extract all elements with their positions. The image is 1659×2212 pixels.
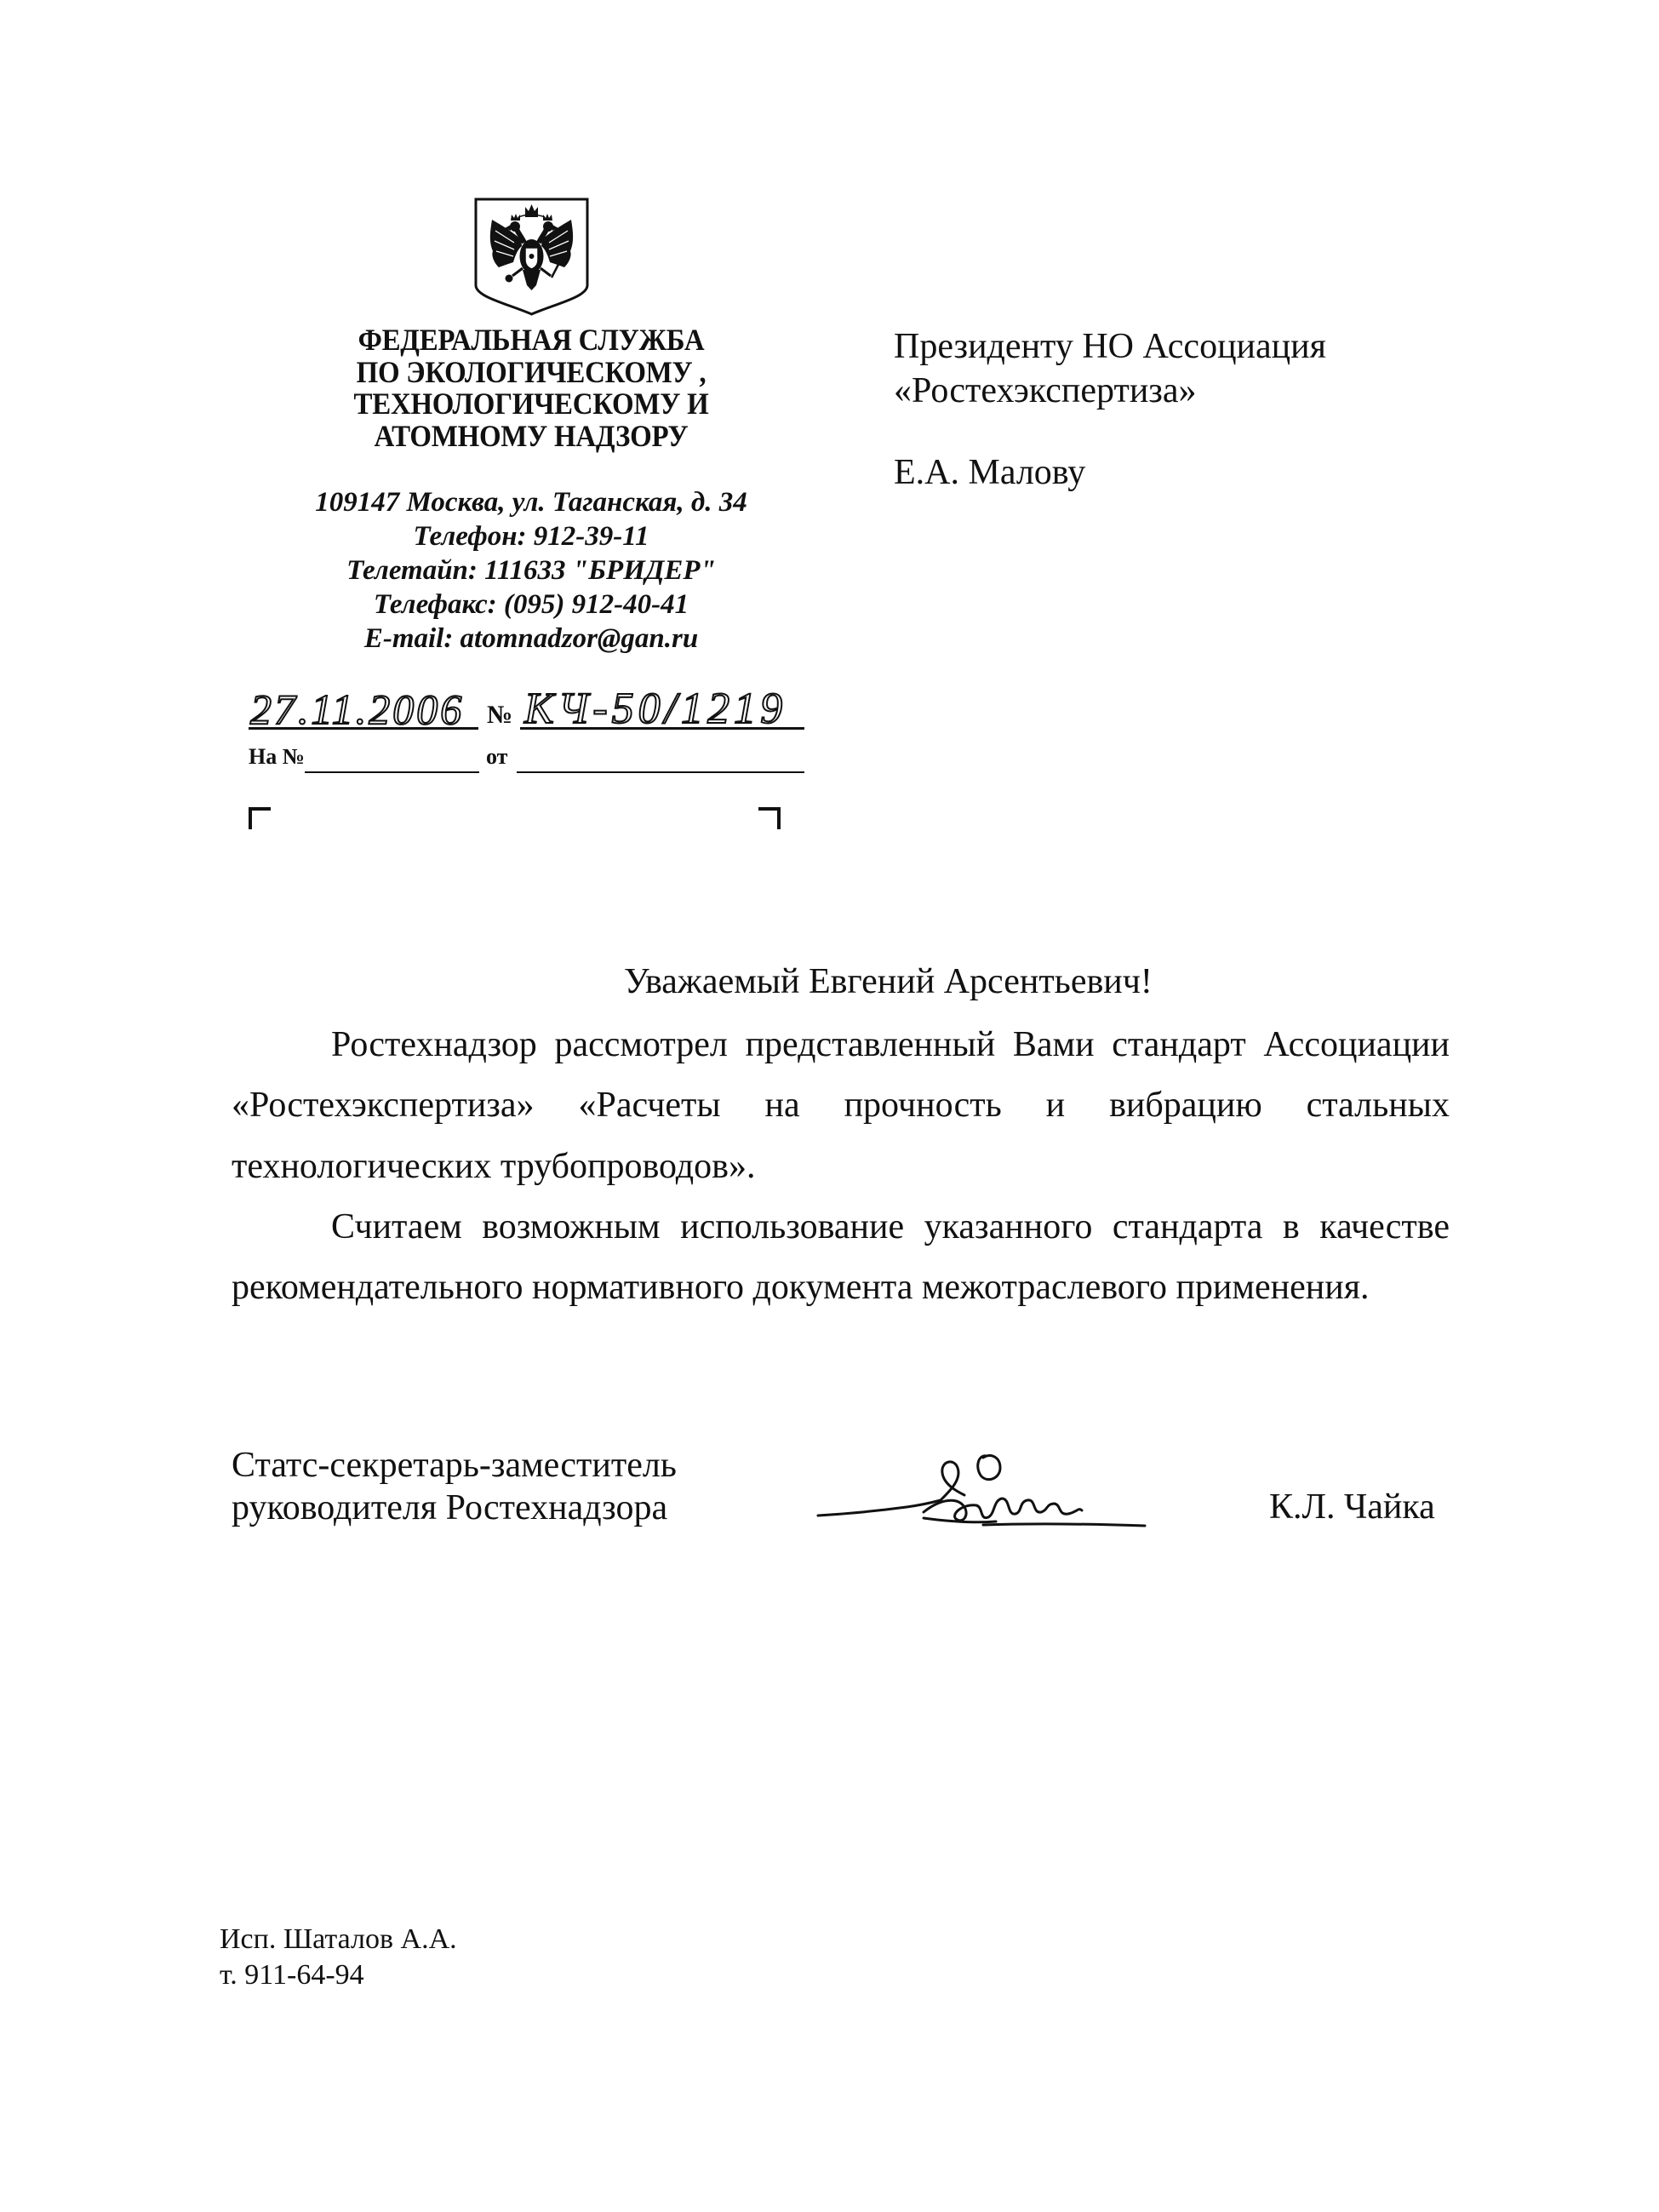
body-line: Ростехнадзор рассмотрел представленный Вами стандарт Ассоциации: [331, 1025, 1450, 1064]
body-line: технологических трубопроводов».: [232, 1146, 756, 1186]
agency-contacts: [276, 485, 787, 656]
reply-to-label: На №: [249, 744, 305, 769]
coat-of-arms-icon: [473, 197, 590, 317]
teletype: Телетайп: 111633 "БРИДЕР": [346, 555, 716, 586]
outgoing-number: КЧ-50/1219: [524, 685, 787, 733]
address-window-corner-left: [249, 807, 271, 829]
salutation: Уважаемый Евгений Арсентьевич!: [624, 962, 1153, 1001]
addressee-line: Президенту НО Ассоциация: [894, 327, 1326, 366]
signer-position-line: Статс-секретарь-заместитель: [232, 1446, 677, 1485]
handwritten-signature: [813, 1439, 1153, 1537]
agency-line: ТЕХНОЛОГИЧЕСКОМУ И: [353, 387, 709, 421]
executor-name: Исп. Шаталов А.А.: [220, 1923, 457, 1955]
number-underline: [520, 727, 804, 730]
addressee-line: «Ростехэкспертиза»: [894, 371, 1197, 410]
postal-address: 109147 Москва, ул. Таганская, д. 34: [315, 487, 747, 518]
reply-number-underline: [305, 771, 479, 773]
letter-body: [232, 1015, 1450, 1318]
reply-from-label: от: [486, 744, 508, 769]
body-line: «Ростехэкспертиза» «Расчеты на прочность и вибрацию стальных: [232, 1086, 1450, 1126]
addressee: [894, 324, 1326, 413]
reply-date-underline: [517, 771, 804, 773]
signer-name: К.Л. Чайка: [1269, 1487, 1435, 1527]
signer-position: [232, 1444, 677, 1529]
signer-position-line: руководителя Ростехнадзора: [232, 1488, 668, 1527]
executor-info: [220, 1922, 457, 1993]
outgoing-date: 27.11.2006: [250, 685, 465, 733]
agency-line: АТОМНОМУ НАДЗОРУ: [374, 419, 689, 454]
agency-line: ПО ЭКОЛОГИЧЕСКОМУ ,: [356, 354, 707, 389]
fax: Телефакс: (095) 912-40-41: [373, 589, 689, 620]
agency-line: ФЕДЕРАЛЬНАЯ СЛУЖБА: [358, 323, 705, 357]
body-line: рекомендательного нормативного документа межотраслевого применения.: [232, 1268, 1370, 1307]
executor-phone: т. 911-64-94: [220, 1959, 364, 1991]
email: E-mail: atomnadzor@gan.ru: [363, 623, 699, 654]
address-window-corner-right: [758, 807, 781, 829]
addressee-name: Е.А. Малову: [894, 453, 1086, 492]
phone: Телефон: 912-39-11: [413, 521, 649, 552]
body-line: Считаем возможным использование указанного стандарта в качестве: [331, 1206, 1450, 1246]
date-underline: [249, 727, 478, 730]
agency-name: [317, 324, 745, 453]
number-sign: №: [487, 701, 513, 729]
